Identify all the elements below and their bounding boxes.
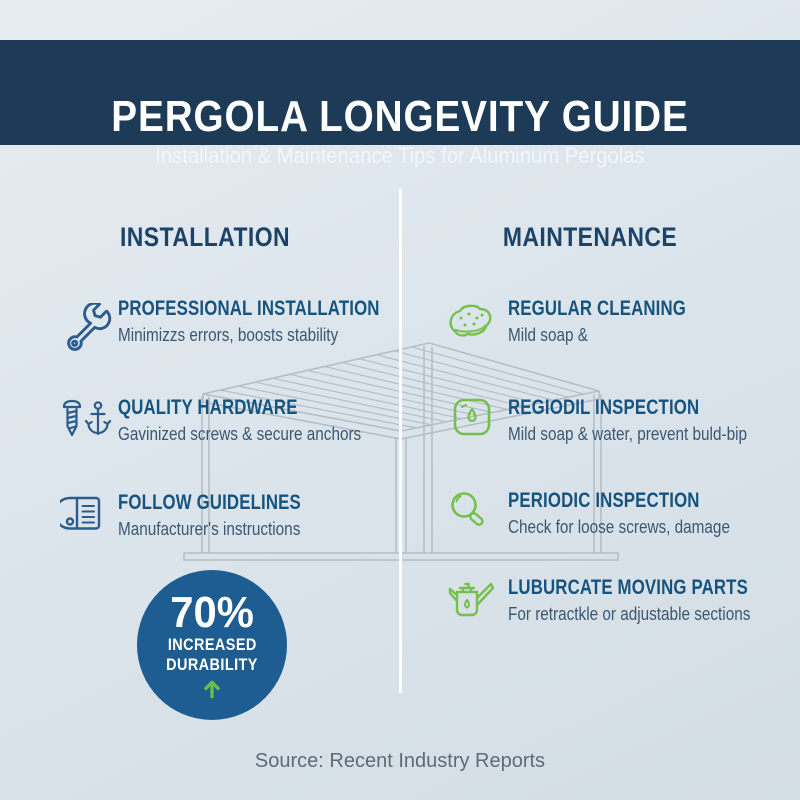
screw-anchor-icon — [60, 398, 112, 442]
page-subtitle: Installation & Maintenance Tips for Aluminum Pergolas — [155, 143, 645, 168]
item-subtitle: Mild soap & water, prevent buld-bip — [508, 424, 747, 444]
magnifier-icon — [446, 487, 492, 533]
item-title: PROFESSIONAL INSTALLATION — [118, 297, 380, 320]
list-item — [508, 396, 789, 445]
list-item — [118, 491, 347, 540]
list-item — [118, 297, 445, 346]
list-item — [508, 576, 800, 625]
badge-value: 70% — [170, 588, 254, 637]
source-note: Source: Recent Industry Reports — [254, 750, 546, 772]
item-title: REGULAR CLEANING — [508, 297, 687, 320]
page-title: PERGOLA LONGEVITY GUIDE — [111, 92, 689, 141]
item-subtitle: For retractkle or adjustable sections — [508, 604, 751, 624]
item-title: FOLLOW GUIDELINES — [118, 491, 301, 514]
up-arrow-icon — [203, 679, 221, 699]
header-band — [0, 40, 800, 168]
list-item — [508, 297, 731, 346]
installation-heading: INSTALLATION — [120, 222, 290, 252]
maintenance-heading: MAINTENANCE — [502, 222, 678, 252]
item-subtitle: Check for loose screws, damage — [508, 517, 730, 537]
droplet-square-icon — [452, 396, 492, 438]
oilcan-icon — [444, 574, 498, 620]
item-subtitle: Mild soap & — [508, 325, 588, 345]
sponge-icon — [446, 300, 496, 344]
durability-badge — [137, 570, 287, 720]
badge-line2: DURABILITY — [166, 655, 258, 674]
item-title: QUALITY HARDWARE — [118, 396, 298, 419]
item-subtitle: Gavinized screws & secure anchors — [118, 424, 362, 444]
list-item — [118, 396, 404, 445]
scroll-icon — [60, 494, 104, 534]
item-title: LUBURCATE MOVING PARTS — [508, 576, 748, 599]
list-item — [508, 489, 769, 538]
item-subtitle: Manufacturer's instructions — [118, 519, 301, 539]
item-subtitle: Minimizzs errors, boosts stability — [118, 325, 339, 345]
item-title: REGIODIL INSPECTION — [508, 396, 700, 419]
item-title: PERIODIC INSPECTION — [508, 489, 700, 512]
badge-line1: INCREASED — [167, 635, 257, 654]
wrench-icon — [60, 302, 116, 358]
